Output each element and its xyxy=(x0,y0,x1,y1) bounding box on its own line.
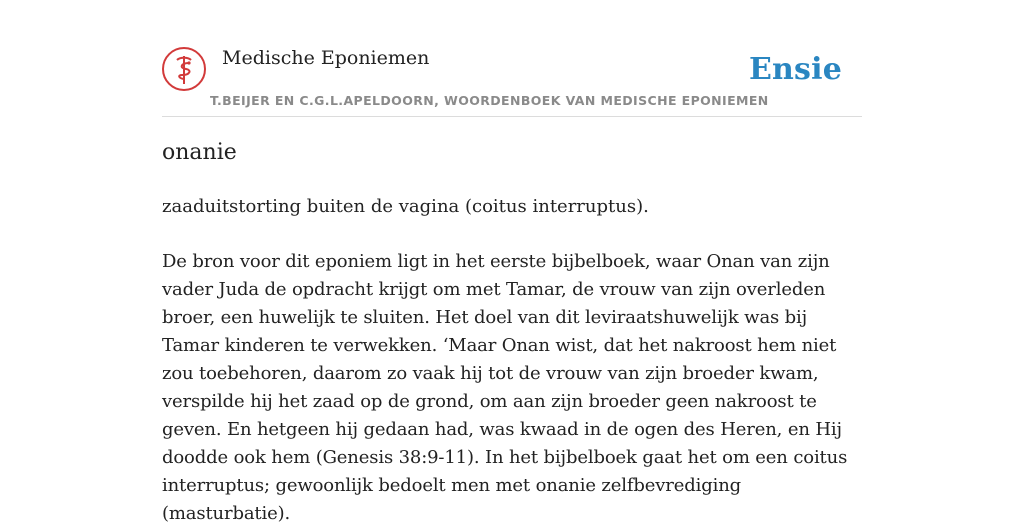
brand-logo[interactable]: Ensie xyxy=(748,52,842,87)
entry-definition: zaaduitstorting buiten de vagina (coitus interruptus). xyxy=(162,196,649,217)
entry-term: onanie xyxy=(162,140,237,165)
source-title[interactable]: Medische Eponiemen xyxy=(222,47,430,69)
source-header xyxy=(162,0,862,117)
entry-body: De bron voor dit eponiem ligt in het eerste bijbelboek, waar Onan van zijn vader Juda de opdracht krijgt om met Tamar, de vrouw van zijn overleden broer, een huwelijk te sluiten. Het doel van dit leviraatshuwelijk was bij Tamar kinderen te verwekken. ‘Maar Onan wist, dat het nakroost hem niet zou toebehoren, daarom zo vaak hij tot de vrouw van zijn broeder kwam, verspilde hij het zaad op de grond, om aan zijn broeder geen nakroost te geven. En hetgeen hij gedaan had, was kwaad in de ogen des Heren, en Hij doodde ook hem (Genesis 38:9-11). In het bijbelboek gaat het om een coitus interruptus; gewoonlijk bedoelt men met onanie zelfbevrediging (masturbatie). xyxy=(162,251,848,524)
page xyxy=(162,0,862,524)
caduceus-icon[interactable] xyxy=(162,47,206,91)
source-subtitle: T.BEIJER EN C.G.L.APELDOORN, WOORDENBOEK VAN MEDISCHE EPONIEMEN xyxy=(210,93,769,108)
